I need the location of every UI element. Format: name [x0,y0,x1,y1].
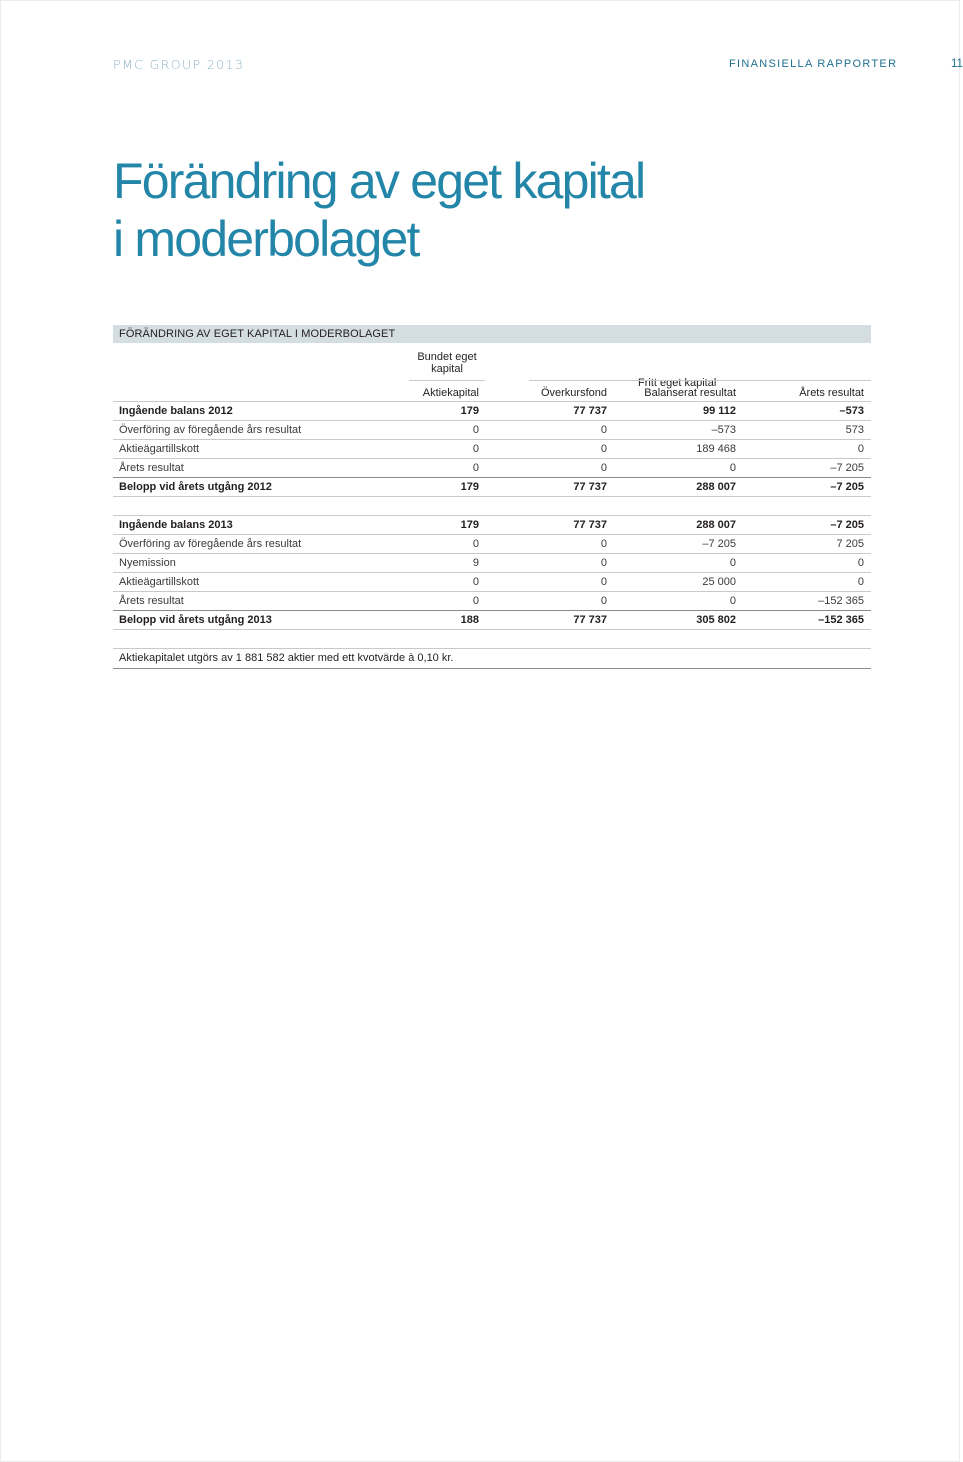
table-row [113,459,871,478]
table-row [113,592,871,611]
cell: 0 [472,443,479,455]
cell: 0 [472,576,479,588]
row-label: Nyemission [119,557,176,569]
cell: –573 [839,405,864,417]
cell: 179 [460,519,479,531]
column-header-arets-resultat: Årets resultat [799,387,864,399]
cell: 0 [600,462,607,474]
cell: 288 007 [696,519,736,531]
cell: 0 [729,557,736,569]
row-label: Aktieägartillskott [119,576,200,588]
cell: 0 [857,443,864,455]
cell: –152 365 [818,614,864,626]
group-header-bundet [412,351,482,375]
cell: 0 [472,538,479,550]
cell: 573 [845,424,864,436]
cell: 77 737 [573,405,607,417]
page-title-line1: Förändring av eget kapital [113,153,645,209]
section-name: FINANSIELLA RAPPORTER [729,58,898,70]
cell: –7 205 [702,538,736,550]
cell: 179 [460,405,479,417]
column-header-aktiekapital: Aktiekapital [422,387,479,399]
cell: 179 [460,481,479,493]
cell: 0 [857,576,864,588]
group-rule-bundet [409,380,485,381]
page-title-line2: i moderbolaget [113,211,419,267]
footnote-text: Aktiekapitalet utgörs av 1 881 582 aktier med ett kvotvärde à 0,10 kr. [119,652,454,664]
table-spacer-row [113,497,871,516]
cell: 9 [472,557,479,569]
table-caption: FÖRÄNDRING AV EGET KAPITAL I MODERBOLAGET [113,325,871,343]
table-spacer-row [113,630,871,649]
table-row [113,402,871,421]
equity-table [113,325,871,669]
cell: 0 [600,424,607,436]
cell: 0 [472,424,479,436]
cell: 7 205 [836,538,864,550]
group-rule-fritt [529,380,871,381]
row-label: Aktieägartillskott [119,443,200,455]
cell: –7 205 [830,481,864,493]
cell: 0 [600,557,607,569]
row-label: Belopp vid årets utgång 2013 [119,614,272,626]
table-row-total [113,478,871,497]
group-header-bundet-line2: kapital [431,363,463,375]
cell: 0 [472,462,479,474]
table-row [113,516,871,535]
row-label: Ingående balans 2013 [119,519,233,531]
cell: 288 007 [696,481,736,493]
cell: 77 737 [573,519,607,531]
column-header-balanserat: Balanserat resultat [644,387,736,399]
cell: 0 [600,538,607,550]
table-row [113,535,871,554]
cell: –573 [711,424,736,436]
table-row [113,554,871,573]
cell: 305 802 [696,614,736,626]
cell: 0 [600,443,607,455]
cell: 0 [600,576,607,588]
table-row-total [113,611,871,630]
cell: 77 737 [573,481,607,493]
table-row [113,440,871,459]
running-header [113,57,963,75]
row-label: Ingående balans 2012 [119,405,233,417]
cell: 0 [472,595,479,607]
cell: 189 468 [696,443,736,455]
cell: –152 365 [818,595,864,607]
cell: –7 205 [830,519,864,531]
cell: 77 737 [573,614,607,626]
page-number: 11 [951,58,963,70]
row-label: Årets resultat [119,462,184,474]
cell: 99 112 [702,405,736,417]
group-header-bundet-line1: Bundet eget [417,351,477,363]
page-title [113,152,644,268]
cell: –7 205 [830,462,864,474]
report-name: PMC GROUP 2013 [113,57,245,72]
table-footnote [113,649,871,669]
cell: 188 [460,614,479,626]
column-header-overkursfond: Överkursfond [540,387,607,399]
table-header [113,343,871,402]
table-row [113,421,871,440]
cell: 0 [857,557,864,569]
cell: 0 [729,462,736,474]
cell: 25 000 [702,576,736,588]
group-header-fritt: Fritt eget kapital [638,377,717,389]
table-row [113,573,871,592]
row-label: Överföring av föregående års resultat [119,424,302,436]
cell: 0 [729,595,736,607]
cell: 0 [600,595,607,607]
row-label: Årets resultat [119,595,184,607]
row-label: Överföring av föregående års resultat [119,538,302,550]
row-label: Belopp vid årets utgång 2012 [119,481,272,493]
